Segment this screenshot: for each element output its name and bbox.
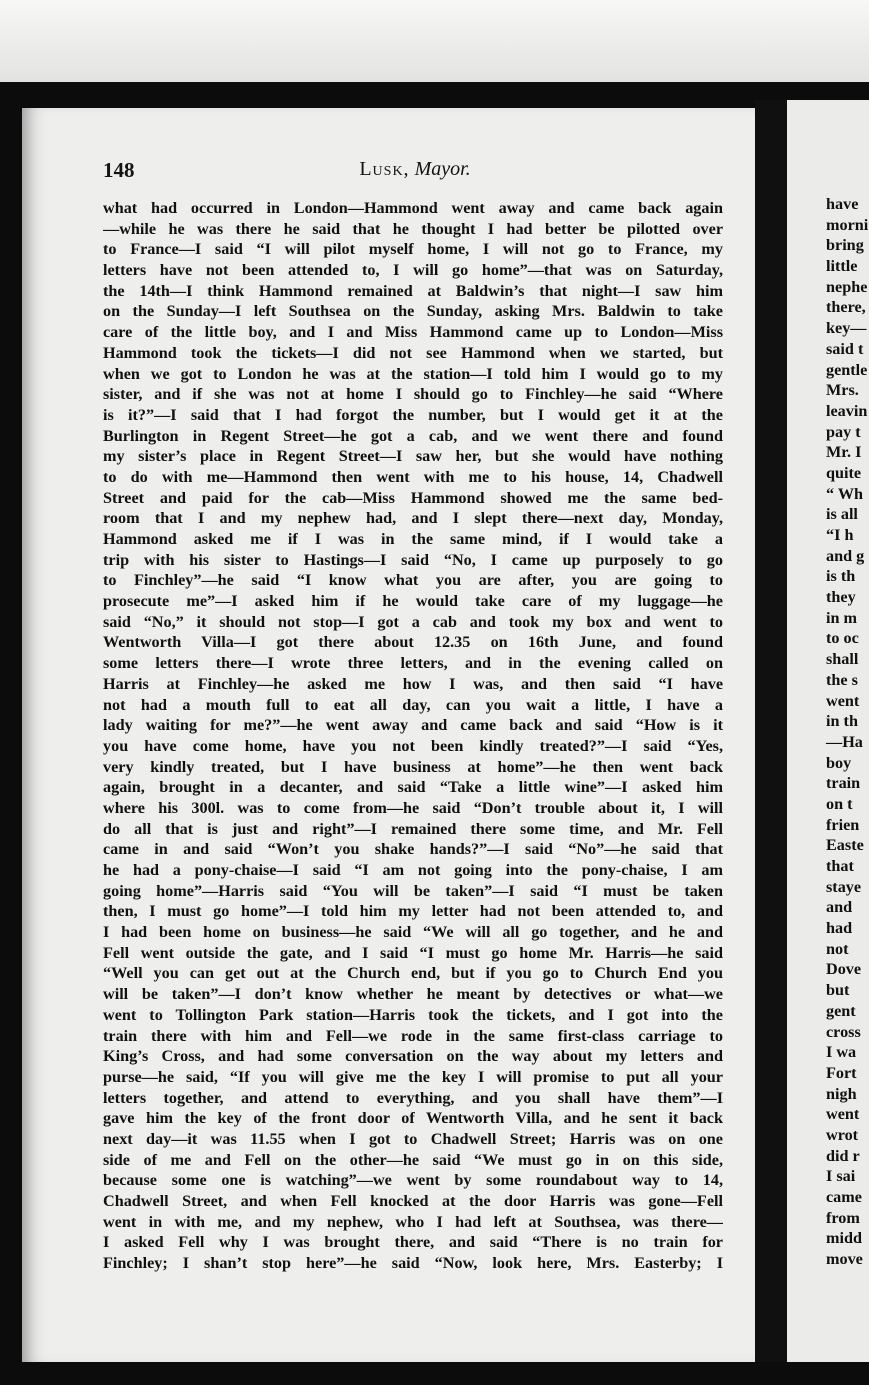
right-page-fragment: train (826, 774, 861, 793)
text-line: then, I must go home”—I told him my letter had not been attended to, and (103, 902, 723, 921)
right-page-fragment: midd (826, 1229, 862, 1248)
text-line: again, brought in a decanter, and said “Take a little wine”—I asked him (103, 778, 723, 797)
text-line: Chadwell Street, and when Fell knocked at the door Harris was gone—Fell (103, 1192, 723, 1210)
running-head-name: Lusk, (359, 158, 410, 180)
right-page-fragment: have (826, 195, 859, 213)
right-page-fragment: the s (826, 670, 858, 689)
text-line: because some one is watching”—we went by some roundabout way to 14, (103, 1171, 723, 1190)
text-line: came in and said “Won’t you shake hands?”—I said “No”—he said that (103, 840, 723, 859)
text-line: Burlington in Regent Street—he got a cab, and we went there and found (103, 426, 723, 445)
right-page-fragment: went (826, 691, 860, 710)
right-page-fragment: not (826, 939, 849, 958)
right-page-fragment: is all (826, 505, 858, 524)
text-line: train there with him and Fell—we rode in the same first-class carriage to (103, 1026, 723, 1045)
text-line: side of me and Fell on the other—he said “We must go in on this side, (103, 1150, 723, 1169)
text-line: King’s Cross, and had some conversation on the way about my letters and (103, 1047, 723, 1066)
right-page-fragment: shall (826, 650, 859, 669)
text-line: will be taken”—I don’t know whether he meant by detectives or what—we (103, 985, 723, 1004)
text-line: sister, and if she was not at home I should go to Finchley—he said “Where (103, 385, 723, 404)
right-page-fragment: from (826, 1208, 860, 1227)
text-line: going home”—Harris said “You will be taken”—I said “I must be taken (103, 881, 723, 900)
right-page-text-fragments (826, 194, 869, 1270)
right-page-fragment: “I h (826, 526, 854, 544)
text-line: letters together, and attend to everything, and you shall have them”—I (103, 1088, 723, 1107)
text-line: “Well you can get out at the Church end, but if you go to Church End you (103, 964, 723, 983)
text-line: Hammond took the tickets—I did not see Hammond when we started, but (103, 343, 723, 362)
text-line: Hammond asked me if I was in the same mind, if I would take a (103, 530, 723, 548)
right-page-fragment: boy (826, 753, 852, 772)
right-page-fragment: move (826, 1250, 863, 1269)
text-line: gave him the key of the front door of Wentworth Villa, and he sent it back (103, 1109, 723, 1128)
book-gutter (755, 100, 787, 1362)
text-line: is it?”—I said that I had forgot the number, but I would get it at the (103, 405, 723, 424)
page-header (103, 158, 727, 186)
body-text (103, 198, 723, 1274)
text-line: Harris at Finchley—he asked me how I was, and then said “I have (103, 674, 723, 693)
text-line: Finchley; I shan’t stop here”—he said “Now, look here, Mrs. Easterby; I (103, 1254, 723, 1273)
right-page-fragment: said t (826, 339, 864, 358)
right-page-fragment: quite (826, 463, 862, 482)
text-line: went to Tollington Park station—Harris took the tickets, and I got into the (103, 1005, 723, 1024)
right-page-fragment: went (826, 1105, 860, 1124)
right-page-fragment: wrot (826, 1125, 859, 1144)
right-page-fragment: that (826, 857, 854, 875)
running-head (103, 158, 727, 181)
right-page-fragment: I sai (826, 1167, 856, 1186)
text-line: Street and paid for the cab—Miss Hammond showed me the same bed- (103, 488, 723, 507)
right-page-fragment: and g (826, 546, 865, 565)
right-page-fragment: is th (826, 567, 856, 586)
text-line: purse—he said, “If you will give me the key I will promise to put all your (103, 1067, 723, 1086)
right-page-fragment: in m (826, 608, 858, 627)
text-line: some letters there—I wrote three letters, and in the evening called on (103, 654, 723, 673)
right-page-fragment: pay t (826, 422, 861, 441)
text-line: said “No,” it should not stop—I got a cab and took my box and went to (103, 612, 723, 631)
text-line: on the Sunday—I left Southsea on the Sunday, asking Mrs. Baldwin to take (103, 302, 723, 321)
text-line: not had a mouth full to eat all day, can you wait a little, I have a (103, 695, 723, 714)
right-page-fragment: came (826, 1188, 862, 1206)
text-line: the 14th—I think Hammond remained at Baldwin’s that night—I saw him (103, 281, 723, 300)
right-page-fragment: Mr. I (826, 443, 862, 462)
right-page-fragment: gent (826, 1001, 856, 1020)
text-line: next day—it was 11.55 when I got to Chadwell Street; Harris was on one (103, 1129, 723, 1148)
right-page-fragment: and (826, 898, 853, 917)
right-page-fragment: Dove (826, 960, 862, 979)
right-page-fragment: —Ha (826, 732, 863, 751)
text-line: where his 300l. was to come from—he said “Don’t trouble about it, I will (103, 798, 723, 817)
text-line: lady waiting for me?”—he went away and came back and said “How is it (103, 716, 723, 735)
right-page-fragment: nigh (826, 1084, 857, 1103)
right-page-fragment: little (826, 257, 858, 276)
text-line: —while he was there he said that he thought I had better be pilotted over (103, 219, 723, 238)
right-page-fragment: “ Wh (826, 484, 864, 503)
text-line: room that I and my nephew had, and I slept there—next day, Monday, (103, 509, 723, 528)
scan-edge-left (0, 82, 22, 1385)
text-line: trip with his sister to Hastings—I said “No, I came up purposely to go (103, 550, 723, 569)
text-line: do all that is just and right”—I remained there some time, and Mr. Fell (103, 819, 723, 838)
right-page-fragment: morni (826, 215, 869, 234)
right-page-fragment: on t (826, 794, 853, 813)
page-number: 148 (103, 158, 135, 182)
right-page-fragment: to oc (826, 629, 859, 648)
running-head-role: Mayor. (414, 158, 471, 180)
text-line: to Finchley”—he said “I know what you are after, you are going to (103, 571, 723, 590)
text-line: I had been home on business—he said “We will all go together, and he and (103, 923, 723, 942)
text-line: to France—I said “I will pilot myself home, I will not go to France, my (103, 240, 723, 259)
text-line: you have come home, have you not been kindly treated?”—I said “Yes, (103, 736, 723, 755)
right-page-fragment: in th (826, 712, 858, 731)
text-line: my sister’s place in Regent Street—I saw her, but she would have nothing (103, 447, 723, 466)
right-page-fragment: key— (826, 319, 867, 338)
text-line: Wentworth Villa—I got there about 12.35 on 16th June, and found (103, 633, 723, 652)
right-page-fragment: staye (826, 877, 862, 896)
scan-background-top (0, 0, 869, 85)
right-page-fragment: they (826, 588, 856, 607)
right-page-fragment: had (826, 919, 853, 938)
text-line: he had a pony-chaise—I said “I am not going into the pony-chaise, I am (103, 861, 723, 879)
text-line: what had occurred in London—Hammond went away and came back again (103, 199, 723, 217)
right-page-fragment: gentle (826, 360, 868, 379)
text-line: very kindly treated, but I have business at home”—he then went back (103, 757, 723, 776)
text-line: prosecute me”—I asked him if he would take care of my luggage—he (103, 592, 723, 611)
right-page-fragment: I wa (826, 1043, 857, 1062)
text-line: went in with me, and my nephew, who I had left at Southsea, was there— (103, 1212, 723, 1231)
text-line: to do with me—Hammond then went with me to his house, 14, Chadwell (103, 467, 723, 486)
scan-edge-bottom (0, 1362, 869, 1385)
right-page-fragment: Easte (826, 836, 864, 855)
right-page-fragment: Mrs. (826, 381, 859, 400)
right-page-fragment: leavin (826, 401, 868, 420)
text-line: Fell went outside the gate, and I said “I must go home Mr. Harris—he said (103, 943, 723, 962)
text-line: care of the little boy, and I and Miss Hammond came up to London—Miss (103, 323, 723, 342)
text-line: I asked Fell why I was brought there, and said “There is no train for (103, 1233, 723, 1252)
text-line: letters have not been attended to, I will go home”—that was on Saturday, (103, 261, 723, 280)
right-page-fragment: but (826, 981, 850, 1000)
right-page-fragment: did r (826, 1146, 860, 1165)
text-line: when we got to London he was at the station—I told him I would go to my (103, 364, 723, 383)
right-page-fragment: cross (826, 1022, 861, 1041)
right-page-fragment: Fort (826, 1063, 857, 1082)
right-page-fragment: there, (826, 298, 866, 317)
right-page-fragment: frien (826, 815, 860, 834)
right-page-fragment: nephe (826, 277, 868, 296)
right-page-fragment: bring (826, 236, 864, 255)
